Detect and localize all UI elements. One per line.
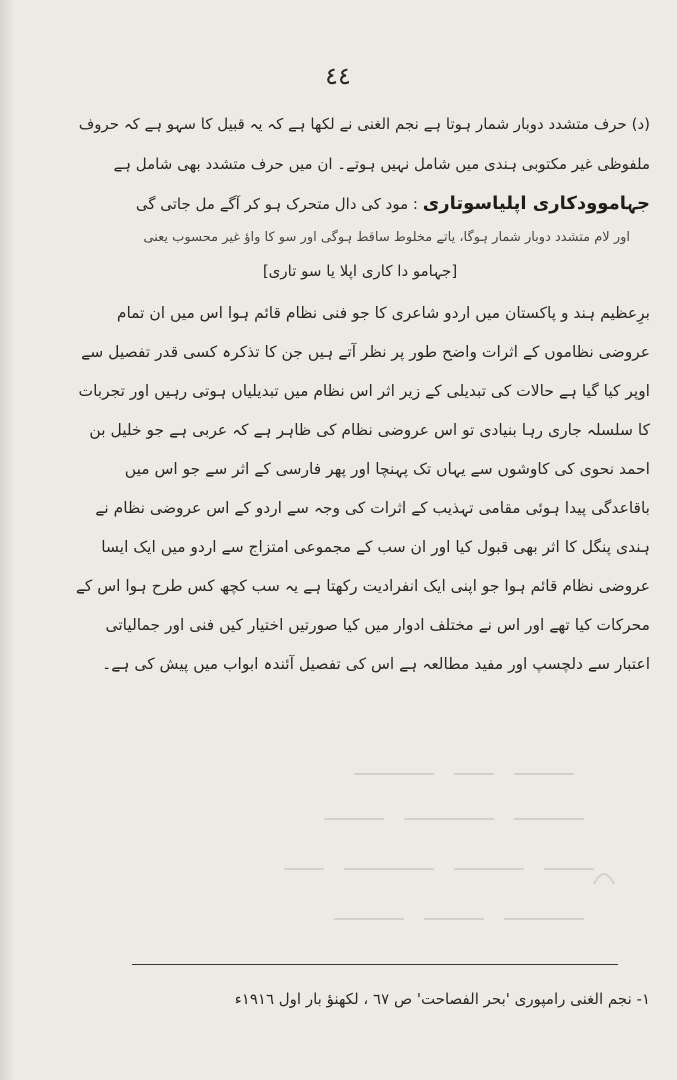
bleed-through-marks: [194, 744, 620, 920]
paragraph-2-rest: : مود کی دال متحرک ہو کر آگے مل جاتی گی: [135, 195, 418, 213]
bleed-through-ghost-text: [160, 700, 620, 920]
inline-heading: جہاموودکاری اپلیاسوتاری: [422, 193, 650, 214]
scansion-line: [جہامو دا کاری اپلا یا سو تاری]: [262, 262, 458, 280]
paragraph-2-line-2: اور لام متشدد دوبار شمار ہوگا، یاتے مخلوط ساقط ہوگی اور سو کا واؤ غیر محسوب یعنی: [143, 230, 630, 244]
paragraph-3: برِعظیم ہند و پاکستان میں اردو شاعری کا جو فنی نظام قائم ہوا اس میں ان تمام عروضی نظاموں کے اثرات واضح طور پر نظر آتے ہیں جن کا تذکرہ کسی قدر تفصیل سے اوپر کیا گیا ہے حالات کی تبدیلی کے زیر اثر اس نظام میں تبدیلیاں ہوتی رہیں اور تجربات کا سلسلہ جاری رہا بنیادی تو اس عروضی نظام کی ظاہر ہے کہ عربی ہے جو خلیل بن احمد نحوی کی کاوشوں سے یہاں تک پہنچا اور پھر فارسی کے اثر سے جو اس میں باقاعدگی پیدا ہوئی مقامی تہذیب کے اثرات کی وجہ سے اردو کے اس عروضی نظام نے ہندی پنگل کا اثر بھی قبول کیا اور ان سب کے مجموعی امتزاج سے اردو میں ایک ایسا عروضی نظام قائم ہوا جو اپنی ایک انفرادیت رکھتا ہے یہ سب کچھ کس طرح ہوا اس کے محرکات کیا تھے اور اس نے مختلف ادوار میں کیا صورتیں اختیار کیں فنی اور جمالیاتی اعتبار سے دلچسپ اور مفید مطالعہ ہے اس کی تفصیل آئندہ ابواب میں پیش کی ہے۔: [75, 304, 650, 673]
page-edge-shadow: [0, 0, 14, 1080]
paragraph-1: (د) حرف متشدد دوبار شمار ہوتا ہے نجم الغنی نے لکھا ہے کہ یہ قبیل کا سہو ہے کہ حروف ملفوظی غیر مکتوبی ہندی میں شامل نہیں ہوتے۔ ان میں حرف متشدد بھی شامل ہے: [78, 115, 650, 173]
footnote-divider: [132, 964, 618, 965]
footnote: ١- نجم الغنی رامپوری 'بحر الفصاحت' ص ٦٧ ، لکھنؤ بار اول ١٩١٦ء: [234, 990, 650, 1008]
paragraph-2: [70, 184, 650, 244]
page-number: ٤٤: [325, 62, 351, 90]
